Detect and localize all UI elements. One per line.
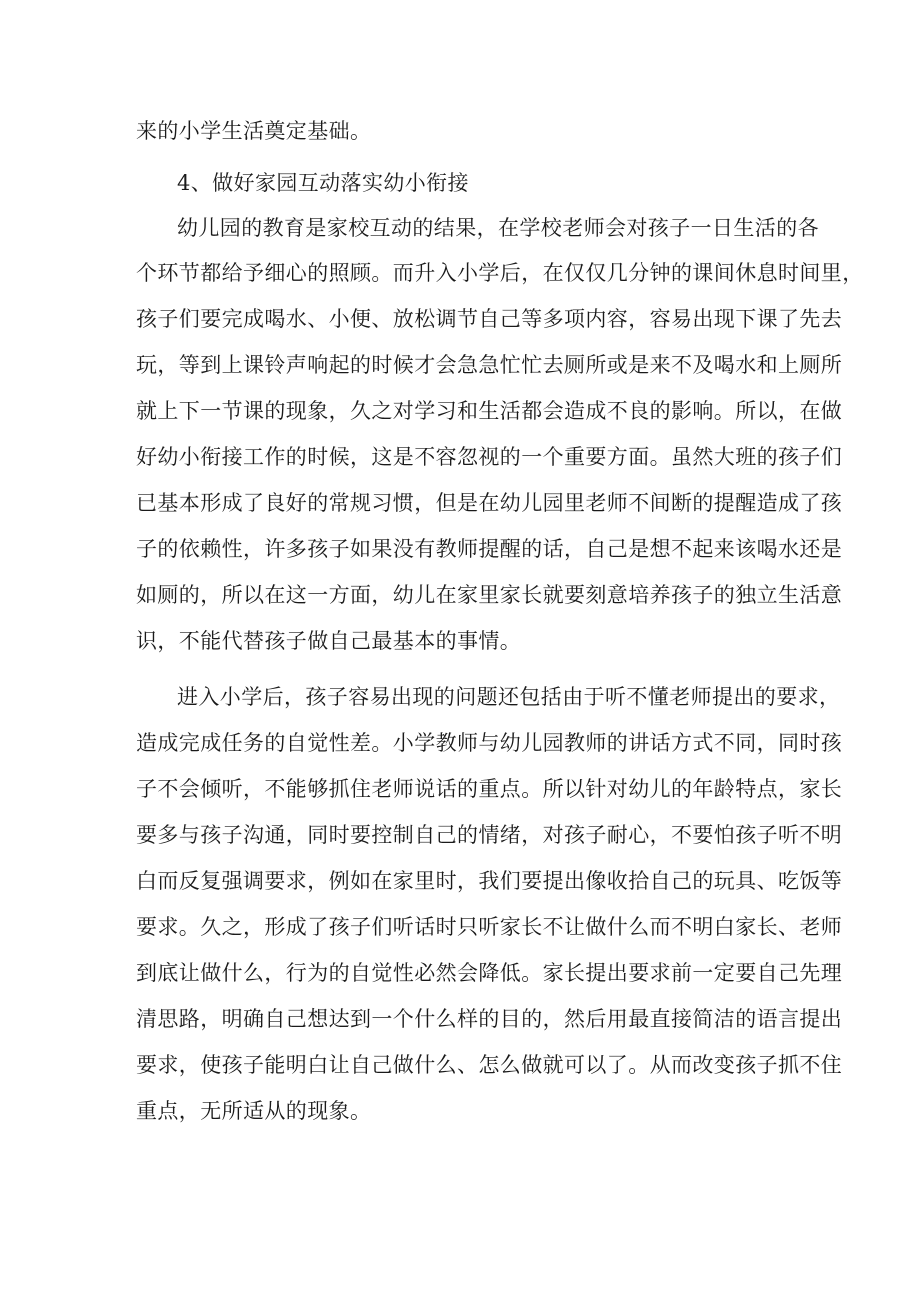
text-line: 好幼小衔接工作的时候，这是不容忽视的一个重要方面。虽然大班的孩子们: [136, 445, 843, 469]
text-line: 识，不能代替孩子做自己最基本的事情。: [136, 629, 522, 653]
text-line: 已基本形成了良好的常规习惯，但是在幼儿园里老师不间断的提醒造成了孩: [136, 491, 843, 515]
text-line: 白而反复强调要求，例如在家里时，我们要提出像收拾自己的玩具、吃饭等: [136, 869, 843, 893]
text-line: 子不会倾听，不能够抓住老师说话的重点。所以针对幼儿的年龄特点，家长: [136, 777, 843, 801]
text-line: 进入小学后，孩子容易出现的问题还包括由于听不懂老师提出的要求，: [177, 685, 841, 709]
text-line: 要求，使孩子能明白让自己做什么、怎么做就可以了。从而改变孩子抓不住: [136, 1053, 843, 1077]
text-line: 个环节都给予细心的照顾。而升入小学后，在仅仅几分钟的课间休息时间里，: [136, 261, 864, 285]
section-heading: 4、做好家园互动落实幼小衔接: [177, 171, 469, 195]
text-line: 要多与孩子沟通，同时要控制自己的情绪，对孩子耐心，不要怕孩子听不明: [136, 823, 843, 847]
text-line: 孩子们要完成喝水、小便、放松调节自己等多项内容，容易出现下课了先去: [136, 307, 843, 331]
text-line: 造成完成任务的自觉性差。小学教师与幼儿园教师的讲话方式不同，同时孩: [136, 731, 843, 755]
text-line: 要求。久之，形成了孩子们听话时只听家长不让做什么而不明白家长、老师: [136, 915, 843, 939]
text-line: 子的依赖性，许多孩子如果没有教师提醒的话，自己是想不起来该喝水还是: [136, 537, 843, 561]
text-line: 清思路，明确自己想达到一个什么样的目的，然后用最直接简洁的语言提出: [136, 1007, 843, 1031]
text-line: 玩，等到上课铃声响起的时候才会急急忙忙去厕所或是来不及喝水和上厕所: [136, 353, 843, 377]
text-line: 重点，无所适从的现象。: [136, 1099, 372, 1123]
text-line: 就上下一节课的现象，久之对学习和生活都会造成不良的影响。所以，在做: [136, 399, 843, 423]
text-line: 如厕的，所以在这一方面，幼儿在家里家长就要刻意培养孩子的独立生活意: [136, 583, 843, 607]
text-line: 到底让做什么，行为的自觉性必然会降低。家长提出要求前一定要自己先理: [136, 961, 843, 985]
text-line: 来的小学生活奠定基础。: [136, 119, 372, 143]
text-line: 幼儿园的教育是家校互动的结果，在学校老师会对孩子一日生活的各: [177, 216, 819, 240]
